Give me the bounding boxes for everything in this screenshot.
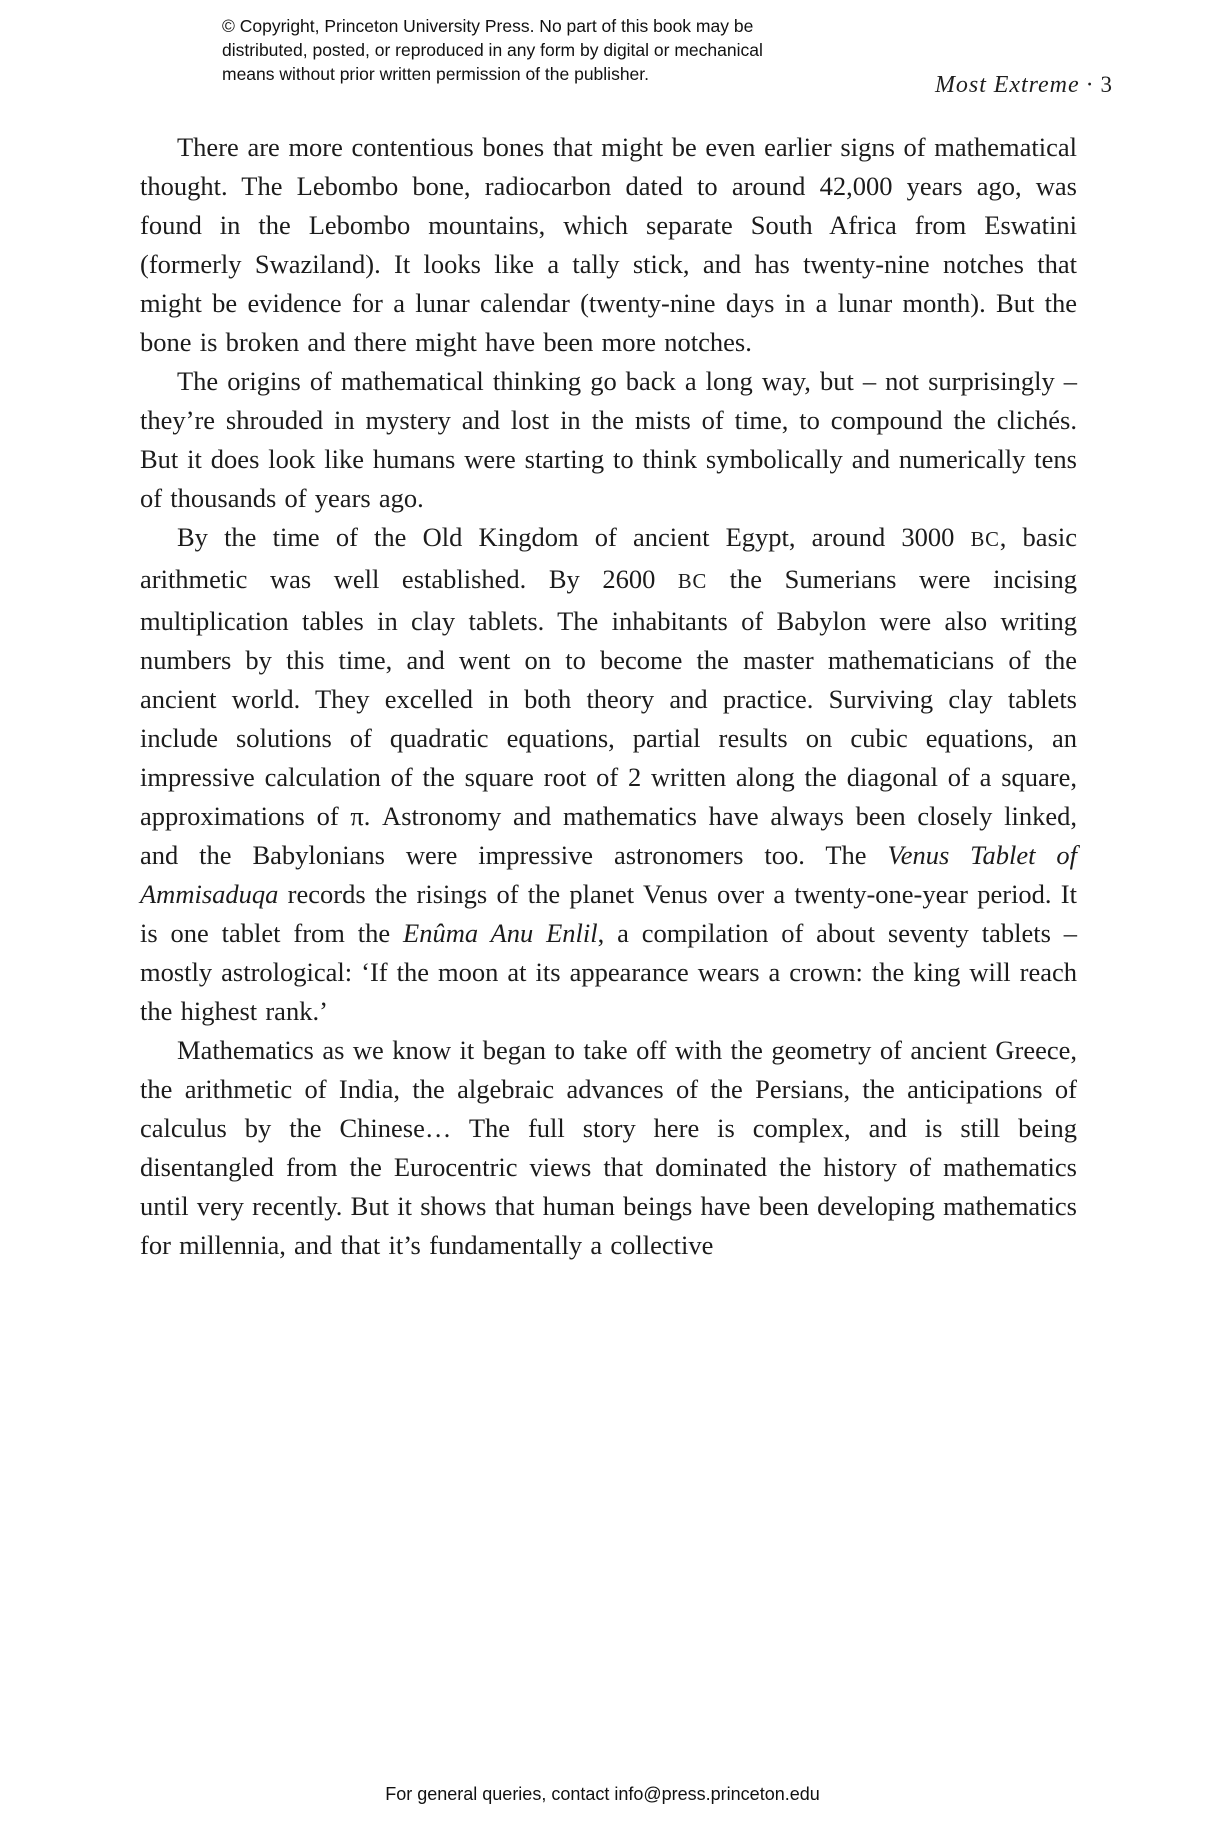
- paragraph: [140, 1031, 1077, 1265]
- text-run-smallcaps: BC: [970, 529, 1000, 551]
- text-run: , basic arithmetic was well established. By 2600: [140, 522, 1078, 594]
- text-run-italic: Enûma Anu Enlil: [403, 918, 598, 948]
- text-run: Mathematics as we know it began to take off with the geometry of ancient Greece, the arithmetic of India, the algebraic advances of the Persians, the anticipations of calculus by the Chinese… The full story here is complex, and is still being disentangled from the Eurocentric views that dominated the history of mathematics until very recently. But it shows that human beings have been developing mathematics for millennia, and that it’s fundamentally a collective: [140, 1035, 1077, 1260]
- paragraph: [140, 518, 1077, 1031]
- copyright-notice: [222, 14, 822, 86]
- copyright-line: distributed, posted, or reproduced in any form by digital or mechanical: [222, 40, 763, 60]
- text-run: records the risings of the planet Venus over a twenty-one-year period. It is one tablet from the: [140, 879, 1077, 948]
- running-header-separator: ·: [1085, 72, 1095, 98]
- text-run-smallcaps: BC: [677, 571, 708, 593]
- text-run: There are more contentious bones that might be even earlier signs of mathematical thought. The Lebombo bone, radiocarbon dated to around 42,000 years ago, was found in the Lebombo mountains, which separate South Africa from Eswatini (formerly Swaziland). It looks like a tally stick, and has twenty-nine notches that might be evidence for a lunar calendar (twenty-nine days in a lunar month). But the bone is broken and there might have been more notches.: [140, 132, 1077, 357]
- body-text: [140, 128, 1077, 1265]
- paragraph: [140, 128, 1077, 362]
- copyright-line: © Copyright, Princeton University Press. No part of this book may be: [222, 16, 754, 36]
- paragraph: [140, 362, 1077, 518]
- copyright-line: means without prior written permission of the publisher.: [222, 64, 650, 84]
- text-run: By the time of the Old Kingdom of ancient Egypt, around 3000: [177, 522, 971, 552]
- page-number: 3: [1100, 72, 1113, 97]
- text-run: , a compilation of about seventy tablets – mostly astrological: ‘If the moon at its appearance wears a crown: the king will reach the highest rank.’: [140, 918, 1077, 1026]
- running-header-title: Most Extreme: [934, 72, 1080, 98]
- running-header: [935, 72, 1113, 99]
- page-footer: For general queries, contact info@press.princeton.edu: [385, 1784, 820, 1804]
- text-run-italic: Venus Tablet of Ammisaduqa: [140, 840, 1077, 909]
- text-run: The origins of mathematical thinking go back a long way, but – not surprisingly – they’re shrouded in mystery and lost in the mists of time, to compound the clichés. But it does look like humans were starting to think symbolically and numerically tens of thousands of years ago.: [140, 366, 1077, 513]
- text-run: the Sumerians were incising multiplication tables in clay tablets. The inhabitants of Babylon were also writing numbers by this time, and went on to become the master mathematicians of the ancient world. They excelled in both theory and practice. Surviving clay tablets include solutions of quadratic equations, partial results on cubic equations, an impressive calculation of the square root of 2 written along the diagonal of a square, approximations of π. Astronomy and mathematics have always been closely linked, and the Babylonians were impressive astronomers too. The: [140, 564, 1077, 870]
